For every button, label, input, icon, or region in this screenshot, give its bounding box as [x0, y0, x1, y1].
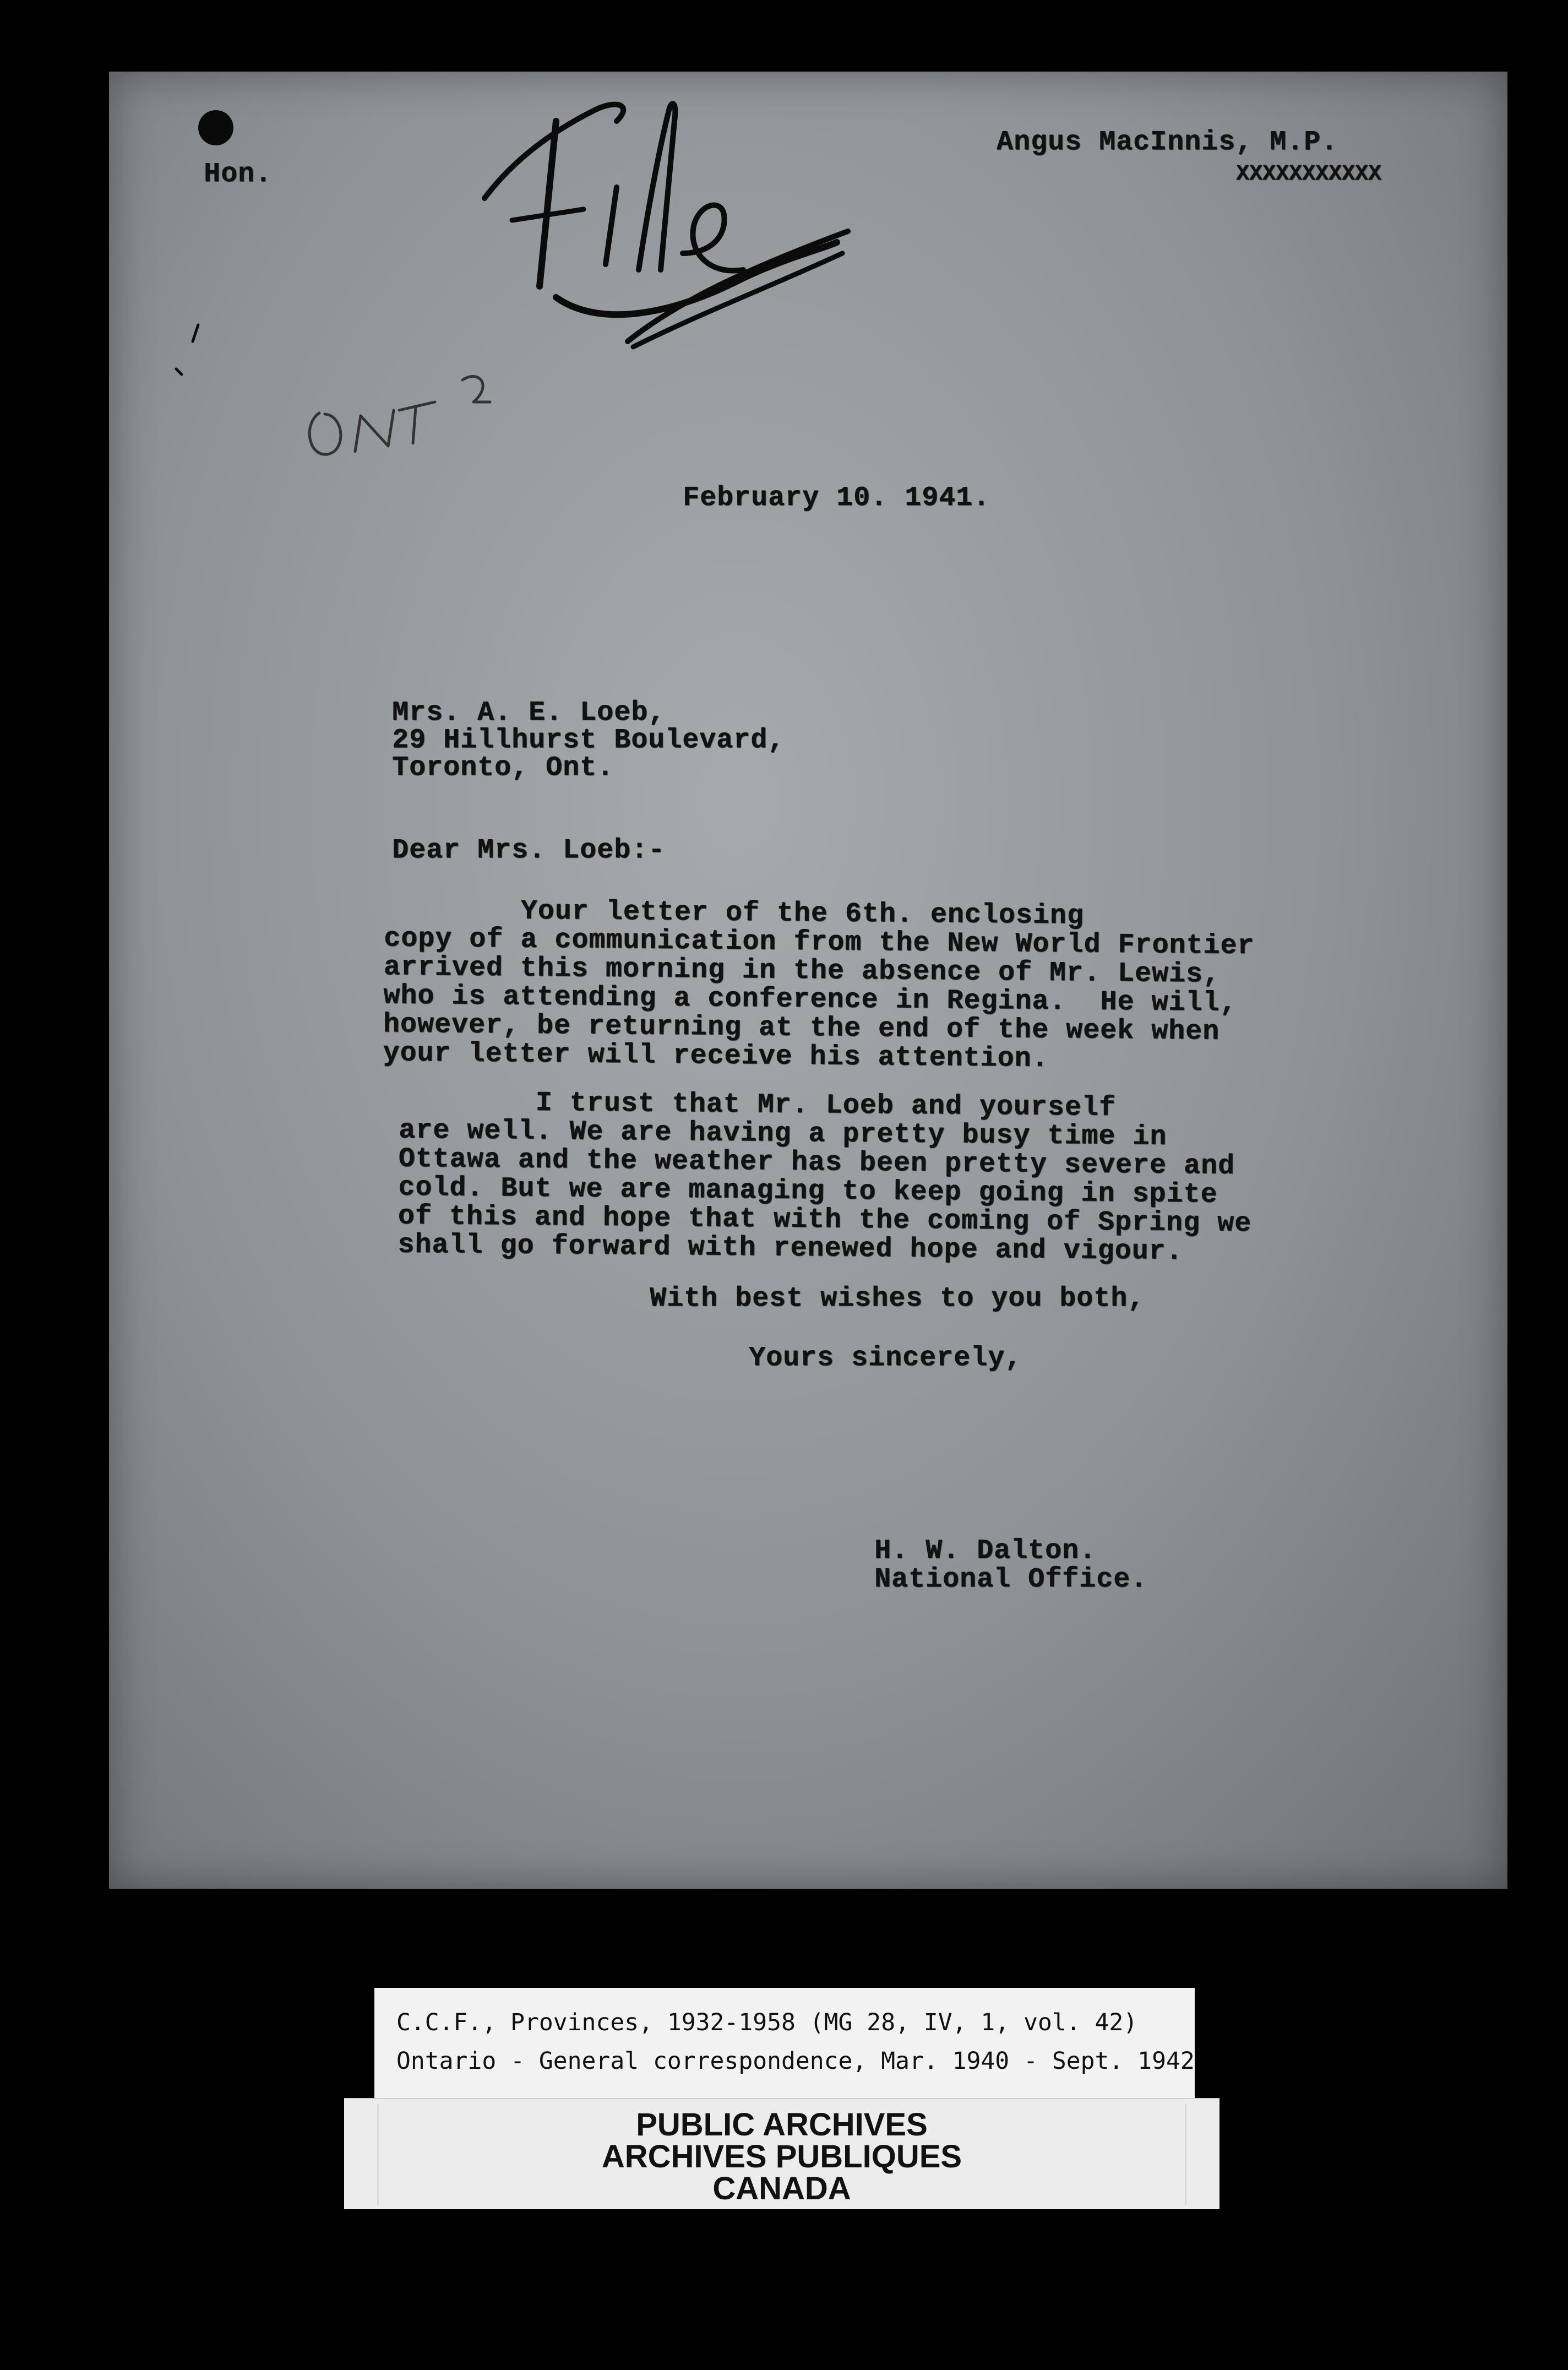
archive-reference-label	[374, 1988, 1195, 2098]
archive-stamp-line: PUBLIC ARCHIVES	[636, 2107, 928, 2143]
paragraph-line: shall go forward with renewed hope and vigour.	[398, 1229, 1183, 1268]
ink-marks	[165, 314, 231, 391]
letterhead-strikeout: XXXXXXXXXXX	[1236, 162, 1382, 187]
paragraph-line: copy of a communication from the New World Frontier	[383, 923, 1255, 962]
paragraph-line: are well. We are having a pretty busy time in	[398, 1115, 1167, 1153]
paragraph-line: arrived this morning in the absence of Mr. Lewis,	[383, 952, 1221, 991]
archive-stamp-line: ARCHIVES PUBLIQUES	[601, 2139, 962, 2175]
letter-date: February 10. 1941.	[683, 482, 990, 514]
signature-office: National Office.	[874, 1564, 1148, 1595]
paragraph-line: however, be returning at the end of the week when	[383, 1009, 1220, 1048]
punch-hole	[198, 110, 233, 145]
archive-stamp-line: CANADA	[712, 2171, 851, 2206]
archive-reference-line: Ontario - General correspondence, Mar. 1940 - Sept. 1942	[396, 2047, 1195, 2075]
recipient-line: Mrs. A. E. Loeb,	[392, 697, 666, 729]
signature-name: H. W. Dalton.	[874, 1535, 1097, 1567]
recipient-line: 29 Hillhurst Boulevard,	[392, 725, 785, 756]
salutation: Dear Mrs. Loeb:-	[392, 835, 666, 866]
letterhead: Angus MacInnis, M.P.	[997, 127, 1338, 158]
corner-text: Hon.	[204, 159, 273, 190]
paragraph-line: Ottawa and the weather has been pretty severe and	[398, 1143, 1235, 1182]
handwritten-ont-note	[297, 363, 529, 474]
archive-reference-line: C.C.F., Provinces, 1932-1958 (MG 28, IV, 1, vol. 42)	[396, 2009, 1138, 2036]
closing-sincerely: Yours sincerely,	[749, 1342, 1022, 1374]
archive-stamp	[344, 2098, 1219, 2209]
paragraph-line: of this and hope that with the coming of Spring we	[398, 1200, 1252, 1240]
paragraph-line: I trust that Mr. Loeb and yourself	[399, 1086, 1116, 1124]
paragraph-line: Your letter of the 6th. enclosing	[384, 894, 1085, 932]
closing-wishes: With best wishes to you both,	[650, 1283, 1145, 1314]
paragraph-line: your letter will receive his attention.	[383, 1037, 1049, 1075]
paragraph-line: who is attending a conference in Regina. He will,	[383, 980, 1237, 1019]
paragraph-line: cold. But we are managing to keep going in spite	[398, 1172, 1218, 1211]
recipient-line: Toronto, Ont.	[392, 752, 614, 784]
handwritten-file-note	[451, 88, 925, 352]
